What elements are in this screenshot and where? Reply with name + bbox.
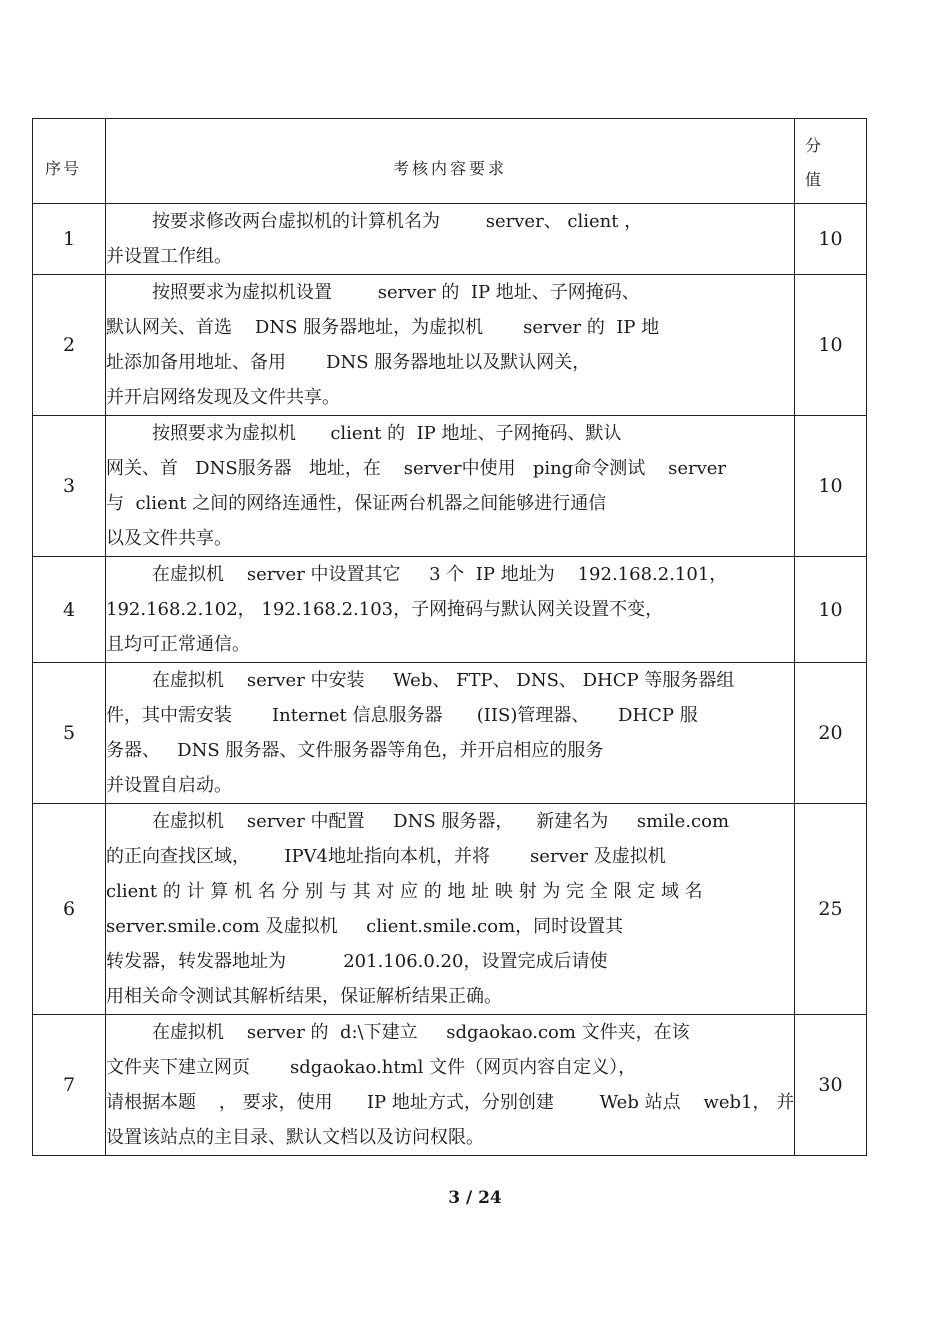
row-requirement bbox=[106, 663, 795, 804]
requirement-line: 址添加备用地址、备用 DNS 服务器地址以及默认网关， bbox=[106, 352, 591, 373]
requirement-line: 并设置自启动。 bbox=[106, 775, 232, 796]
row-number: 1 bbox=[33, 204, 106, 275]
row-requirement bbox=[106, 204, 795, 275]
row-requirement bbox=[106, 557, 795, 663]
row-score: 30 bbox=[795, 1015, 867, 1156]
table-row bbox=[33, 663, 867, 804]
table-row bbox=[33, 204, 867, 275]
header-requirement: 考核内容要求 bbox=[106, 119, 795, 204]
requirement-line: 的正向查找区域， IPV4地址指向本机，并将 server 及虚拟机 bbox=[106, 846, 666, 867]
row-number: 4 bbox=[33, 557, 106, 663]
requirement-line: 192.168.2.102， 192.168.2.103，子网掩码与默认网关设置不变， bbox=[106, 599, 664, 620]
requirement-line: 用相关命令测试其解析结果，保证解析结果正确。 bbox=[106, 986, 502, 1007]
requirement-line: 请根据本题 ， 要求，使用 IP 地址方式，分别创建 Web 站点 web1， 并 bbox=[106, 1092, 794, 1113]
header-number: 序号 bbox=[33, 119, 106, 204]
row-requirement bbox=[106, 804, 795, 1015]
requirement-line: 设置该站点的主目录、默认文档以及访问权限。 bbox=[106, 1127, 484, 1148]
row-score: 25 bbox=[795, 804, 867, 1015]
requirement-line: server.smile.com 及虚拟机 client.smile.com，同时设置其 bbox=[106, 916, 624, 937]
requirement-line: 件，其中需安装 Internet 信息服务器 (IIS)管理器、 DHCP 服 bbox=[106, 705, 698, 726]
table-row bbox=[33, 416, 867, 557]
row-score: 20 bbox=[795, 663, 867, 804]
page-number: 3 / 24 bbox=[448, 1188, 502, 1208]
row-number: 7 bbox=[33, 1015, 106, 1156]
requirement-line: 在虚拟机 server 中设置其它 3 个 IP 地址为 192.168.2.101， bbox=[152, 564, 728, 585]
requirement-line: 按要求修改两台虚拟机的计算机名为 server、 client ， bbox=[152, 211, 643, 232]
requirement-line: client 的 计 算 机 名 分 别 与 其 对 应 的 地 址 映 射 为 完 全 限 定 域 名 bbox=[106, 881, 703, 902]
requirement-line: 在虚拟机 server 中安装 Web、 FTP、 DNS、 DHCP 等服务器组 bbox=[152, 670, 735, 691]
table-row bbox=[33, 275, 867, 416]
table-row bbox=[33, 804, 867, 1015]
requirement-line: 转发器，转发器地址为 201.106.0.20，设置完成后请使 bbox=[106, 951, 608, 972]
row-number: 3 bbox=[33, 416, 106, 557]
row-number: 5 bbox=[33, 663, 106, 804]
requirement-line: 按照要求为虚拟机 client 的 IP 地址、子网掩码、默认 bbox=[152, 423, 622, 444]
requirement-line: 并设置工作组。 bbox=[106, 246, 232, 267]
requirement-line: 以及文件共享。 bbox=[106, 528, 232, 549]
requirement-line: 网关、首 DNS服务器 地址，在 server中使用 ping命令测试 server bbox=[106, 458, 727, 479]
requirement-line: 在虚拟机 server 中配置 DNS 服务器， 新建名为 smile.com bbox=[152, 811, 730, 832]
requirement-line: 在虚拟机 server 的 d:\下建立 sdgaokao.com 文件夹，在该 bbox=[152, 1022, 690, 1043]
row-requirement bbox=[106, 275, 795, 416]
table-row bbox=[33, 1015, 867, 1156]
requirement-line: 务器、 DNS 服务器、文件服务器等角色，并开启相应的服务 bbox=[106, 740, 604, 761]
row-score: 10 bbox=[795, 275, 867, 416]
requirement-line: 按照要求为虚拟机设置 server 的 IP 地址、子网掩码、 bbox=[152, 282, 640, 303]
requirement-line: 并开启网络发现及文件共享。 bbox=[106, 387, 340, 408]
row-requirement bbox=[106, 1015, 795, 1156]
header-score-char: 分 bbox=[805, 136, 822, 155]
header-score bbox=[795, 119, 867, 204]
header-score-char: 值 bbox=[805, 170, 822, 189]
requirement-line: 与 client 之间的网络连通性，保证两台机器之间能够进行通信 bbox=[106, 493, 607, 514]
table-header-row bbox=[33, 119, 867, 204]
row-score: 10 bbox=[795, 557, 867, 663]
requirement-line: 且均可正常通信。 bbox=[106, 634, 250, 655]
row-score: 10 bbox=[795, 204, 867, 275]
assessment-table bbox=[32, 118, 867, 1156]
row-requirement bbox=[106, 416, 795, 557]
requirement-line: 默认网关、首选 DNS 服务器地址，为虚拟机 server 的 IP 地 bbox=[106, 317, 660, 338]
requirement-line: 文件夹下建立网页 sdgaokao.html 文件（网页内容自定义）， bbox=[106, 1057, 637, 1078]
row-number: 6 bbox=[33, 804, 106, 1015]
row-number: 2 bbox=[33, 275, 106, 416]
row-score: 10 bbox=[795, 416, 867, 557]
table-row bbox=[33, 557, 867, 663]
